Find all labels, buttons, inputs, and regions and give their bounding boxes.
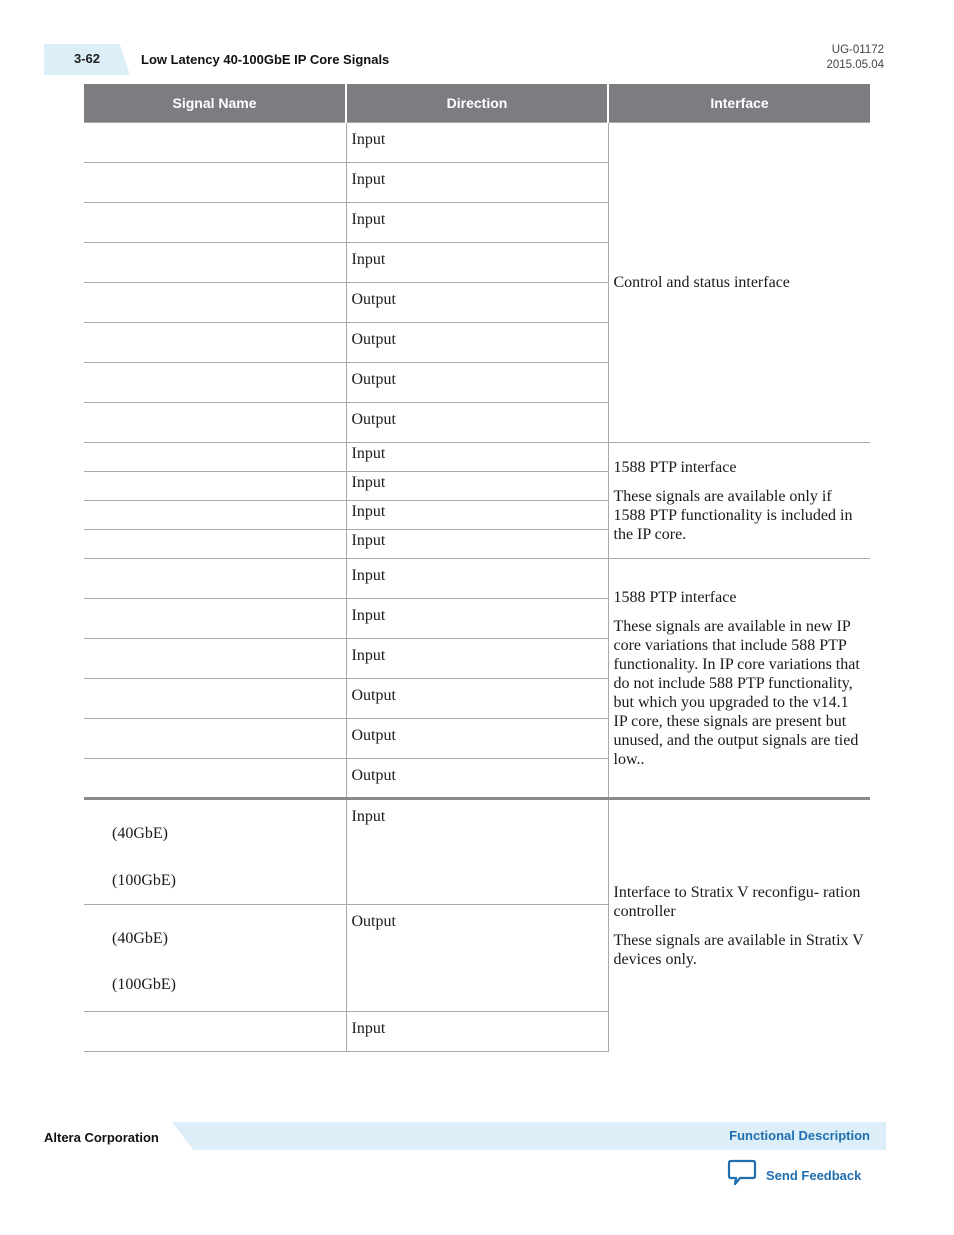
- interface-cell: 1588 PTP interface These signals are available in new IP core variations that include 588 PTP functionality. In IP core variations that do not include 588 PTP functionality, but which you upgraded to the v14.1 IP core, these signals are present but unused, and the output signals are tied low..: [608, 559, 870, 799]
- footer-company: Altera Corporation: [44, 1130, 159, 1145]
- interface-cell: Control and status interface: [608, 123, 870, 443]
- signal-name-cell: [84, 599, 346, 639]
- send-feedback-link[interactable]: [727, 1159, 861, 1191]
- direction-cell: Output: [346, 363, 608, 403]
- signal-name-cell: [84, 243, 346, 283]
- direction-cell: Output: [346, 759, 608, 799]
- col-direction: Direction: [346, 84, 608, 123]
- send-feedback-label: Send Feedback: [766, 1167, 862, 1183]
- table-row: [84, 559, 870, 599]
- signal-name-cell: [84, 203, 346, 243]
- direction-cell: Input: [346, 799, 608, 905]
- direction-cell: Output: [346, 719, 608, 759]
- col-signal-name: Signal Name: [84, 84, 346, 123]
- footer-section-link[interactable]: Functional Description: [729, 1128, 870, 1143]
- direction-cell: Input: [346, 501, 608, 530]
- signal-name-cell: [84, 123, 346, 163]
- signal-name-cell: [84, 559, 346, 599]
- signal-name-cell: [84, 639, 346, 679]
- signal-name-cell: [84, 283, 346, 323]
- signal-name-cell: [84, 443, 346, 472]
- signal-name-cell: [84, 530, 346, 559]
- signal-name-cell: [84, 163, 346, 203]
- signal-name-cell: [84, 403, 346, 443]
- direction-cell: Input: [346, 443, 608, 472]
- signal-name-cell: (40GbE) (100GbE): [84, 905, 346, 1012]
- signal-name-cell: [84, 472, 346, 501]
- direction-cell: Input: [346, 472, 608, 501]
- signal-name-cell: (40GbE) (100GbE): [84, 799, 346, 905]
- doc-id: UG-01172: [831, 44, 884, 56]
- table-row: [84, 799, 870, 905]
- direction-cell: Output: [346, 283, 608, 323]
- direction-cell: Input: [346, 530, 608, 559]
- direction-cell: Output: [346, 905, 608, 1012]
- direction-cell: Input: [346, 243, 608, 283]
- direction-cell: Input: [346, 599, 608, 639]
- direction-cell: Input: [346, 203, 608, 243]
- interface-cell: 1588 PTP interface These signals are available only if 1588 PTP functionality is included in the IP core.: [608, 443, 870, 559]
- signal-name-cell: [84, 679, 346, 719]
- direction-cell: Output: [346, 679, 608, 719]
- signal-name-cell: [84, 1012, 346, 1052]
- header-title: Low Latency 40-100GbE IP Core Signals: [141, 52, 390, 67]
- direction-cell: Output: [346, 323, 608, 363]
- direction-cell: Input: [346, 163, 608, 203]
- table-header-row: [84, 84, 870, 123]
- doc-date: 2015.05.04: [826, 59, 884, 71]
- page-number: 3-62: [74, 51, 101, 66]
- signal-name-cell: [84, 501, 346, 530]
- feedback-speech-bubble-icon: [727, 1159, 757, 1191]
- signal-table: [84, 84, 870, 1052]
- signal-name-cell: [84, 759, 346, 799]
- signal-name-cell: [84, 363, 346, 403]
- direction-cell: Input: [346, 639, 608, 679]
- direction-cell: Output: [346, 403, 608, 443]
- doc-id-block: [826, 43, 884, 73]
- col-interface: Interface: [608, 84, 870, 123]
- direction-cell: Input: [346, 1012, 608, 1052]
- table-row: [84, 123, 870, 163]
- signal-name-cell: [84, 323, 346, 363]
- direction-cell: Input: [346, 559, 608, 599]
- direction-cell: Input: [346, 123, 608, 163]
- signal-name-cell: [84, 719, 346, 759]
- table-row: [84, 443, 870, 472]
- interface-cell: Interface to Stratix V reconfigu- ration controller These signals are available in Stratix V devices only.: [608, 799, 870, 1052]
